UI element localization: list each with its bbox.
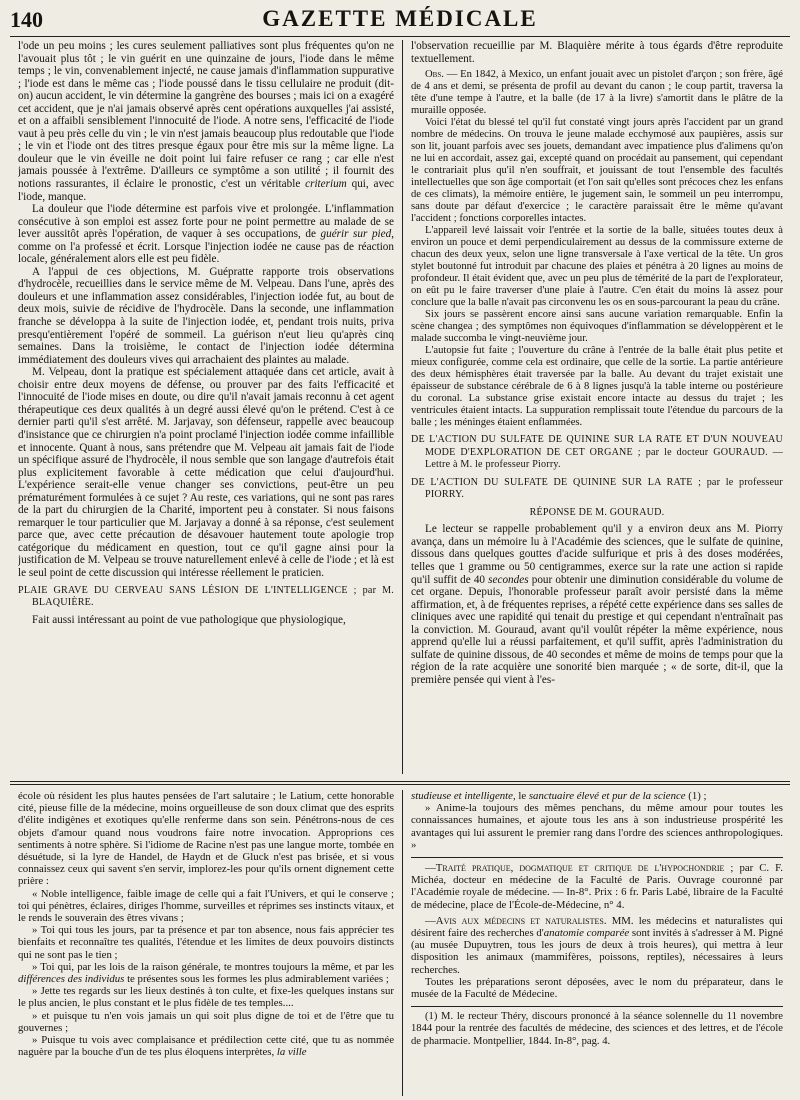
paragraph: Voici l'état du blessé tel qu'il fut constaté vingt jours après l'accident par un grand nombre de médecins. On trouva le jeune malade ecchymosé aux paupières, assis sur son lit, jouant parfois avec ses jouets, demandant avec impatience plus d'alimens qu'on ne lui en accordait, assez gai, excepté quand on procédait au pansement, qui cependant le contrariait plus qu'il n'en souffrait, et jouissant de tout l'ensemble des facultés intellectuelles que son âge comportait (et l'on sait qu'elles sont précoces chez les enfans de ces climats), la mémoire entière, le jugement sain, le sommeil un peu interrompu, sans doute par défaut d'exercice ; le caractère paraissait être le même qu'avant l'accident ; fonctions corporelles intactes.: [411, 117, 783, 225]
quote-paragraph: » Jette tes regards sur les lieux destinés à ton culte, et fixe-les quelques instans sur le plus ancien, le plus constant et le plus fidèle de tes temples....: [18, 985, 394, 1010]
paragraph: La douleur que l'iode détermine est parfois vive et prolongée. L'inflammation consécutive à son emploi est assez forte pour ne point permettre au malade de se lever aussitôt après l'opération, de vaquer à ses occupations, de guérir sur pied, comme on l'a professé et écrit. Lorsque l'injection iodée ne cause pas de réaction locale, généralement alors elle est peu fidèle.: [18, 203, 394, 266]
bottom-left-column: [18, 790, 394, 1096]
paragraph: L'autopsie fut faite ; l'ouverture du crâne à l'entrée de la balle était plus petite et mieux configurée, comme cela est ordinaire, que celle de la sortie. La partie antérieure des deux hémisphères était traversée par la balle. Au devant du trajet existait une épaisseur de substance cérébrale de 6 à 8 lignes jusqu'à la table interne ou postérieure du coronal. La substance grise existait encore intacte au dessus du trajet ; les ventricules étaient intacts. La suppuration remplissait toute l'étendue du parcours de la balle ; les méninges étaient enflammées.: [411, 345, 783, 429]
left-column: [18, 40, 394, 774]
observation: Obs. — En 1842, à Mexico, un enfant jouait avec un pistolet d'arçon ; son frère, âgé de 4 ans et demi, se présenta de profil au devant du canon ; le coup partit, traversa la tête d'une tempe à l'autre, et la balle (de 17 à la livre) s'amortit dans le plâtre de la muraille opposée.: [411, 69, 783, 117]
article-subheading: RÉPONSE DE M. GOURAUD.: [529, 506, 665, 518]
paragraph: l'ode un peu moins ; les cures seulement palliatives sont plus fréquentes qu'on ne l'avouait plus tôt ; le vin guérit en une quinzaine de jours, l'iode dans le même temps ; le vin, convenablement injecté, ne cause jamais d'inflammation suppurative ; l'iode est dans le même cas ; l'iode poussé dans le tissu cellulaire ne produit (dit-on) aucun accident, le vin détermine la gangrène des bourses ; mais ici on a exagéré cet accident, que je n'ai jamais observé après cent opérations auxquelles j'ai assisté, et on a affaibli sensiblement l'innocuité de l'iode. A notre sens, l'efficacité de l'iode vaut à peu près celle du vin ; le vin n'est jamais beaucoup plus redoutable que l'iode ; le vin et l'iode ont des titres presque égaux pour être mis sur la même ligne. La douleur que le vin éveille ne doit point lui faire refuser ce rang ; car elle n'est jamais poussée à l'extrême. D'ailleurs ce symptôme a son utilité ; il fournit des notions rassurantes, il éclaire le pronostic, c'est un véritable criterium qui, avec l'iode, manque.: [18, 40, 394, 203]
book-announcement: —Traité pratique, dogmatique et critique de l'hypochondrie ; par C. F. Michéa, docteur en médecine de la Faculté de Paris. Ouvrage couronné par l'Académie royale de médecine. — In-8°. Prix : 6 fr. Paris Labé, libraire de la Faculté de médecine, place de l'École-de-Médecine, n° 4.: [411, 862, 783, 911]
paragraph: A l'appui de ces objections, M. Guépratte rapporte trois observations d'hydrocèle, recueillies dans le service même de M. Velpeau. Dans l'une, après des douleurs et une inflammation assez considérables, l'injection iodée fut, au bout de deux mois, suivie de récidive de l'hydrocèle. Dans la seconde, une inflammation franche se développa à la suite de l'injection iodée, et, pendant trois nuits, priva presqu'entièrement l'opéré de sommeil. La guérison n'eut lieu qu'après cinq semaines. Dans la troisième, le contact de l'injection iodée détermina immédiatement des douleurs vives qui arrachaient des plaintes au malade.: [18, 265, 394, 366]
article-heading: DE L'ACTION DU SULFATE DE QUININE SUR LA RATE ; par le professeur PIORRY.: [411, 476, 783, 501]
page-number: 140: [10, 7, 43, 32]
journal-title: GAZETTE MÉDICALE: [262, 6, 538, 31]
page-header: [10, 4, 790, 34]
header-rule: [10, 36, 790, 37]
quote-paragraph: » et puisque tu n'en vois jamais un qui soit plus digne de toi et de l'être que tu gouvernes ;: [18, 1009, 394, 1034]
footnote-divider: [411, 1006, 783, 1007]
notice-announcement: —Avis aux médecins et naturalistes. MM. les médecins et naturalistes qui désirent faire des recherches d'anatomie comparée sont invités à s'adresser à M. Pigné (au musée Dupuytren, tous les jours de deux à trois heures), qui mettra à leur disposition les animaux (mammifères, poissons, reptiles), nécessaires à leurs recherches.: [411, 914, 783, 976]
paragraph: L'appareil levé laissait voir l'entrée et la sortie de la balle, situées toutes deux à environ un pouce et demi perpendiculairement au dessus de la commissure externe de chacun des deux yeux, selon une ligne transversale à l'axe vertical de la tête. Un gros stylet boutonné fut introduit par chacune des plaies et pénétra à 20 lignes au moins de profondeur. Il était évident que, avec un peu plus de témérité de la part de l'explorateur, on eût pu le faire traverser d'une plaie à l'autre. C'en était du moins là assez pour conclure que la balle n'avait pas circonvenu les os en sous-parcourant la peau du crâne.: [411, 225, 783, 309]
paragraph: Toutes les préparations seront déposées, avec le nom du préparateur, dans le musée de la Faculté de Médecine.: [411, 975, 783, 1001]
quote-paragraph: » Anime-la toujours des mêmes penchans, du même amour pour toutes les connaissances humaines, et ajoute tous les ans à son industrieuse prospérité les avantages qui lui assurent le premier rang dans l'ordre des sciences anthropologiques. »: [411, 802, 783, 851]
quote-paragraph: studieuse et intelligente, le sanctuaire élevé et pur de la science (1) ;: [411, 790, 707, 802]
article-heading: DE L'ACTION DU SULFATE DE QUININE SUR LA RATE ET D'UN NOUVEAU MODE D'EXPLORATION DE CET ORGANE ; par le docteur GOURAUD. — Lettre à M. le professeur Piorry.: [411, 434, 783, 471]
quote-paragraph: « Noble intelligence, faible image de celle qui a fait l'Univers, et qui le conserve ; toi qui pénètres, éclaires, diriges l'homme, surveilles et réprimes ses instincts vitaux, et le rends le souverain des êtres vivans ;: [18, 887, 394, 925]
announcement-divider: [411, 857, 783, 858]
column-rule: [402, 790, 403, 1096]
paragraph: Fait aussi intéressant au point de vue pathologique que physiologique,: [32, 613, 346, 626]
section-rule-double: [10, 784, 790, 785]
section-rule: [10, 781, 790, 782]
quote-paragraph: » Toi qui tous les jours, par ta présence et par ton absence, nous fais apprécier tes bienfaits et reconnaître tes qualités, l'étendue et les limites de deux pouvoirs distincts qui ne sont pas le tien ;: [18, 924, 394, 961]
bottom-right-column: [411, 790, 783, 1096]
quote-paragraph: » Toi qui, par les lois de la raison générale, te montres toujours la même, et par les différences des individus te présentes sous les formes les plus admirablement variées ;: [18, 960, 394, 986]
footnote: (1) M. le recteur Théry, discours prononcé à la séance solennelle du 11 novembre 1844 pour la rentrée des facultés de médecine, des sciences et des lettres, et de l'école de pharmacie. Montpellier, 1844. In-8°, pag. 4.: [411, 1011, 783, 1047]
quote-paragraph: » Puisque tu vois avec complaisance et prédilection cette cité, que tu as nommée naguère par la bouche d'un de tes plus éloquens interprètes, la ville: [18, 1034, 394, 1059]
paragraph: M. Velpeau, dont la pratique est spécialement attaquée dans cet article, avait à choisir entre deux moyens de défense, ou prouver par des faits l'efficacité et l'innocuité de l'iode mises en doute, ou dire qu'il n'avait jamais reconnu à cet agent thérapeutique ces deux qualités à un degré aussi élevé qu'on le prétend. C'est à ce dernier parti qu'il s'est arrêté. M. Jarjavay, son défenseur, rappelle avec beaucoup d'insistance que ce chirurgien n'a point proclamé l'injection iodée comme infaillible et innocente. Quant à nous, sans prétendre que M. Velpeau ait jamais fait de l'iode un spécifique assuré de l'hydrocèle, il nous semble que son langage d'autrefois était plus explicitement favorable à cette médication que celui d'aujourd'hui. L'expérience serait-elle venue changer ses convictions, peut-être un peu prématurément formulées à ce sujet ? Au reste, ces variations, qui ne sont pas rares de la part du chirurgien de la Charité, importent peu à constater. Si nous faisons remarquer le tour particulier que M. Jarjavay a donné à sa réponse, c'est seulement parce que, avec cette précaution de désavouer hautement toute apologie trop catégorique du médicament en question, tout ce qu'il gagne ainsi pour la justification de M. Velpeau se trouve naturellement enlevé à celle de l'iode ; et là est le seul point de cette discussion qui intéresse réellement le praticien.: [18, 366, 394, 579]
paragraph: Le lecteur se rappelle probablement qu'il y a environ deux ans M. Piorry avança, dans un mémoire lu à l'Académie des sciences, que le sulfate de quinine, dissous dans quelques gouttes d'acide sulfurique et pris à des doses modérées, telles que 1 gramme ou 50 centigrammes, exerce sur la rate une action si rapide qu'il suffit de 40 secondes pour obtenir une diminution considérable du volume de cet organe. Depuis, l'honorable professeur paraît avoir persisté dans la même affirmation, et, à de fréquentes reprises, a répété cette expérience dans ses salles de cliniques avec une rapidité qui tenait du prestige et qui cependant n'entraînait pas la conviction. M. Gouraud, avant qu'il voulût répéter la même expérience, nous apprend qu'elle lui a réussi parfaitement, et qu'il suffit, après l'administration du sulfate de quinine dissous, de 40 secondes et même de moins de temps pour que la région de la rate acquière une sonorité bien marquée ; « de sorte, dit-il, que la première pensée qui vient à l'es-: [411, 523, 783, 686]
paragraph: l'observation recueillie par M. Blaquière mérite à tous égards d'être reproduite textuellement.: [411, 40, 783, 65]
right-column: [411, 40, 783, 774]
column-rule: [402, 40, 403, 774]
paragraph: Six jours se passèrent encore ainsi sans aucune variation remarquable. Enfin la scène changea ; des symptômes non équivoques d'inflammation se développèrent et le malade succomba le vingt-neuvième jour.: [411, 309, 783, 345]
paragraph: école où résident les plus hautes pensées de l'art salutaire ; le Latium, cette honorable cité, pieuse fille de la médecine, moins orgueilleuse de son doux climat que des esprits d'élite indigènes et exotiques qu'elle renferme dans son sein. Pénétrons-nous de ces objets d'amour quand nous voudrons faire notre invocation. Approprions ces sentiments à notre sphère. Si l'idiome de Racine n'est pas une langue morte, tombée en désuétude, si la lyre de Handel, de Haydn et de Gluck n'est pas brisée, et si vous connaissez ceux qui savent s'en servir, implorez-les pour qu'ils ornent dignement cette prière :: [18, 790, 394, 888]
article-heading: PLAIE GRAVE DU CERVEAU SANS LÉSION DE L'INTELLIGENCE ; par M. BLAQUIÈRE.: [18, 584, 394, 609]
